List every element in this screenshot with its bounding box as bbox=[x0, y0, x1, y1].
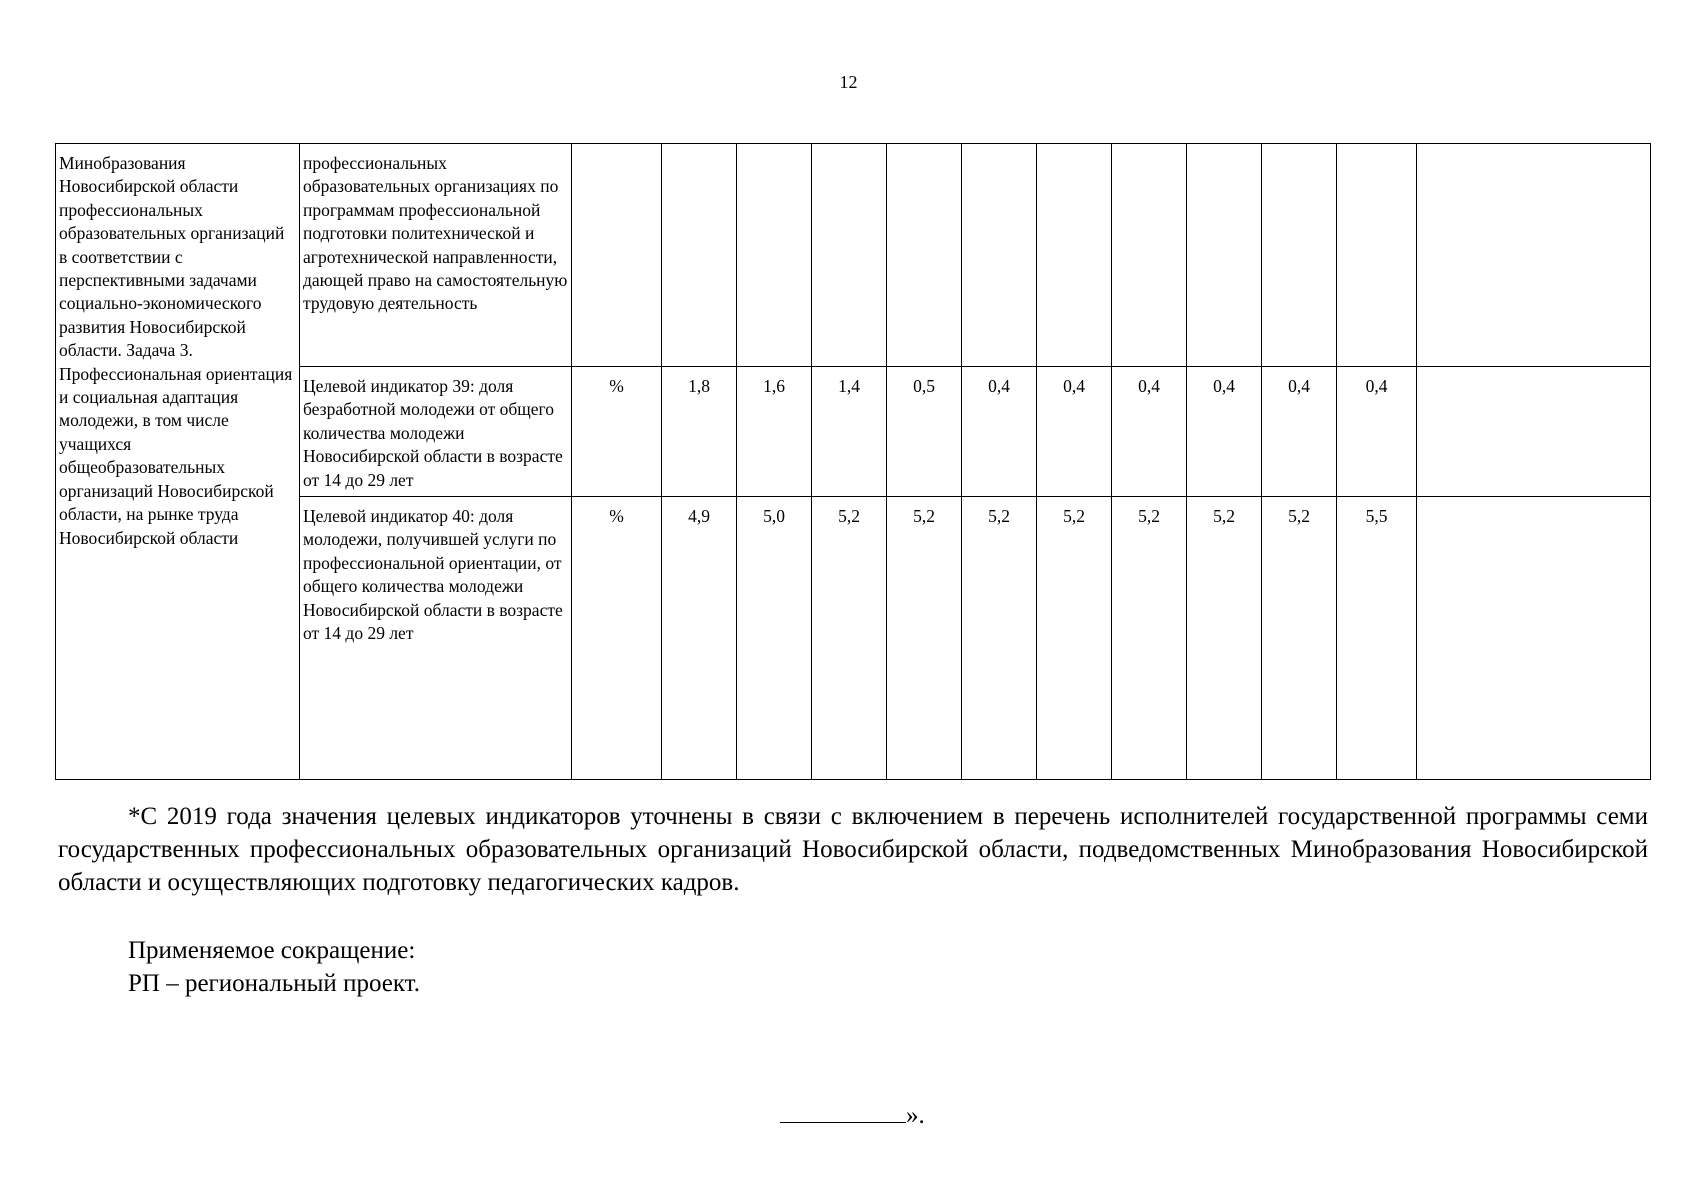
unit-cell: % bbox=[572, 497, 662, 780]
closing-quote: ». bbox=[906, 1102, 925, 1129]
task-cell: Минобразования Новосибирской области профессиональных образовательных организаций в соответствии с перспективными задачами социально-экономического развития Новосибирской области. Задача 3. Профессиональная ориентация и социальная адаптация молодежи, в том числе учащихся общеобразовательных организаций Новосибирской области, на рынке труда Новосибирской области bbox=[56, 144, 300, 780]
value-cell: 1,6 bbox=[737, 367, 812, 497]
value-cell: 0,4 bbox=[1037, 367, 1112, 497]
value-cell bbox=[1262, 144, 1337, 367]
value-cell: 1,4 bbox=[812, 367, 887, 497]
value-cell: 0,4 bbox=[1112, 367, 1187, 497]
indicator-cell: Целевой индикатор 40: доля молодежи, получившей услуги по профессиональной ориентации, от общего количества молодежи Новосибирской области в возрасте от 14 до 29 лет bbox=[300, 497, 572, 780]
value-cell: 5,2 bbox=[1187, 497, 1262, 780]
value-cell: 5,5 bbox=[1337, 497, 1417, 780]
value-cell: 5,2 bbox=[1262, 497, 1337, 780]
value-cell: 5,0 bbox=[737, 497, 812, 780]
table-row bbox=[56, 144, 1651, 367]
value-cell: 5,2 bbox=[962, 497, 1037, 780]
page-number: 12 bbox=[839, 72, 858, 92]
unit-cell bbox=[572, 144, 662, 367]
closing-line bbox=[780, 1100, 906, 1123]
value-cell: 1,8 bbox=[662, 367, 737, 497]
abbreviations-title: Применяемое сокращение: bbox=[128, 937, 416, 964]
value-cell: 5,2 bbox=[1112, 497, 1187, 780]
value-cell bbox=[962, 144, 1037, 367]
value-cell: 4,9 bbox=[662, 497, 737, 780]
value-cell: 0,4 bbox=[1262, 367, 1337, 497]
value-cell: 0,4 bbox=[1337, 367, 1417, 497]
value-cell bbox=[1037, 144, 1112, 367]
value-cell bbox=[1187, 144, 1262, 367]
indicator-cell: профессиональных образовательных организациях по программам профессиональной подготовки политехнической и агротехнической направленности, дающей право на самостоятельную трудовую деятельность bbox=[300, 144, 572, 367]
closing-mark bbox=[780, 1099, 925, 1132]
value-cell: 0,4 bbox=[962, 367, 1037, 497]
value-cell bbox=[662, 144, 737, 367]
value-cell: 5,2 bbox=[812, 497, 887, 780]
indicator-cell: Целевой индикатор 39: доля безработной молодежи от общего количества молодежи Новосибирской области в возрасте от 14 до 29 лет bbox=[300, 367, 572, 497]
value-cell: 0,4 bbox=[1187, 367, 1262, 497]
value-cell: 5,2 bbox=[887, 497, 962, 780]
value-cell: 5,2 bbox=[1037, 497, 1112, 780]
value-cell: 0,5 bbox=[887, 367, 962, 497]
abbreviation-item: РП – региональный проект. bbox=[128, 970, 420, 997]
note-cell bbox=[1417, 144, 1651, 367]
value-cell bbox=[812, 144, 887, 367]
value-cell bbox=[1112, 144, 1187, 367]
unit-cell: % bbox=[572, 367, 662, 497]
footnote: *С 2019 года значения целевых индикаторов уточнены в связи с включением в перечень исполнителей государственной программы семи государственных профессиональных образовательных организаций Новосибирской области, подведомственных Минобразования Новосибирской области и осуществляющих подготовку педагогических кадров. bbox=[58, 803, 1648, 896]
value-cell bbox=[887, 144, 962, 367]
indicators-table bbox=[55, 143, 1651, 780]
value-cell bbox=[1337, 144, 1417, 367]
value-cell bbox=[737, 144, 812, 367]
note-cell bbox=[1417, 367, 1651, 497]
note-cell bbox=[1417, 497, 1651, 780]
